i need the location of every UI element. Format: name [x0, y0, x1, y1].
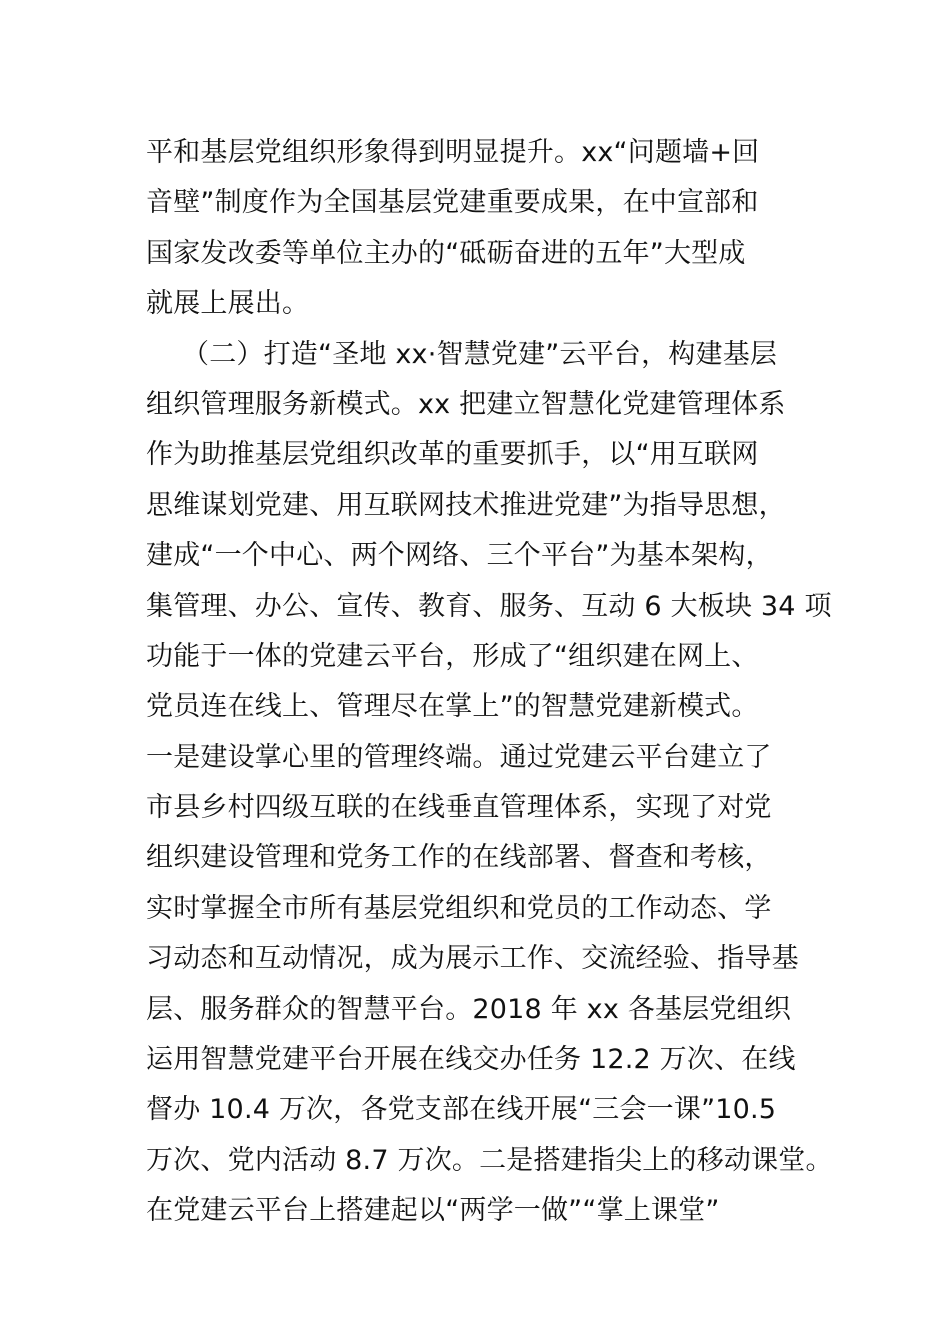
- text-line: 市县乡村四级互联的在线垂直管理体系，实现了对党: [146, 792, 772, 824]
- text-line: 组织建设管理和党务工作的在线部署、督查和考核，: [146, 842, 772, 874]
- text-line: 国家发改委等单位主办的“砥砺奋进的五年”大型成: [146, 237, 746, 269]
- text-line: 功能于一体的党建云平台，形成了“组织建在网上、: [146, 640, 759, 672]
- text-line: 建成“一个中心、两个网络、三个平台”为基本架构，: [146, 540, 773, 572]
- text-line: 万次、党内活动 8.7 万次。二是搭建指尖上的移动课堂。: [146, 1144, 833, 1176]
- text-line: 音壁”制度作为全国基层党建重要成果，在中宣部和: [146, 187, 759, 219]
- text-line: 党员连在线上、管理尽在掌上”的智慧党建新模式。: [146, 691, 759, 723]
- body-text: [146, 128, 846, 1237]
- text-line: （二）打造“圣地 xx·智慧党建”云平台，构建基层: [182, 338, 778, 370]
- text-line: 习动态和互动情况，成为展示工作、交流经验、指导基: [146, 943, 799, 975]
- text-line: 一是建设掌心里的管理终端。通过党建云平台建立了: [146, 741, 772, 773]
- text-line: 思维谋划党建、用互联网技术推进党建”为指导思想，: [146, 489, 786, 521]
- text-line: 实时掌握全市所有基层党组织和党员的工作动态、学: [146, 892, 772, 924]
- text-line: 作为助推基层党组织改革的重要抓手，以“用互联网: [146, 439, 759, 471]
- text-line: 组织管理服务新模式。xx 把建立智慧化党建管理体系: [146, 388, 786, 420]
- text-line: 就展上展出。: [146, 288, 310, 320]
- text-line: 平和基层党组织形象得到明显提升。xx“问题墙+回: [146, 137, 760, 168]
- text-line: 运用智慧党建平台开展在线交办任务 12.2 万次、在线: [146, 1044, 796, 1076]
- text-line: 督办 10.4 万次，各党支部在线开展“三会一课”10.5: [146, 1094, 777, 1126]
- text-line: 集管理、办公、宣传、教育、服务、互动 6 大板块 34 项: [146, 590, 832, 622]
- text-line: 层、服务群众的智慧平台。2018 年 xx 各基层党组织: [146, 993, 792, 1025]
- text-line: 在党建云平台上搭建起以“两学一做”“掌上课堂”: [146, 1195, 720, 1227]
